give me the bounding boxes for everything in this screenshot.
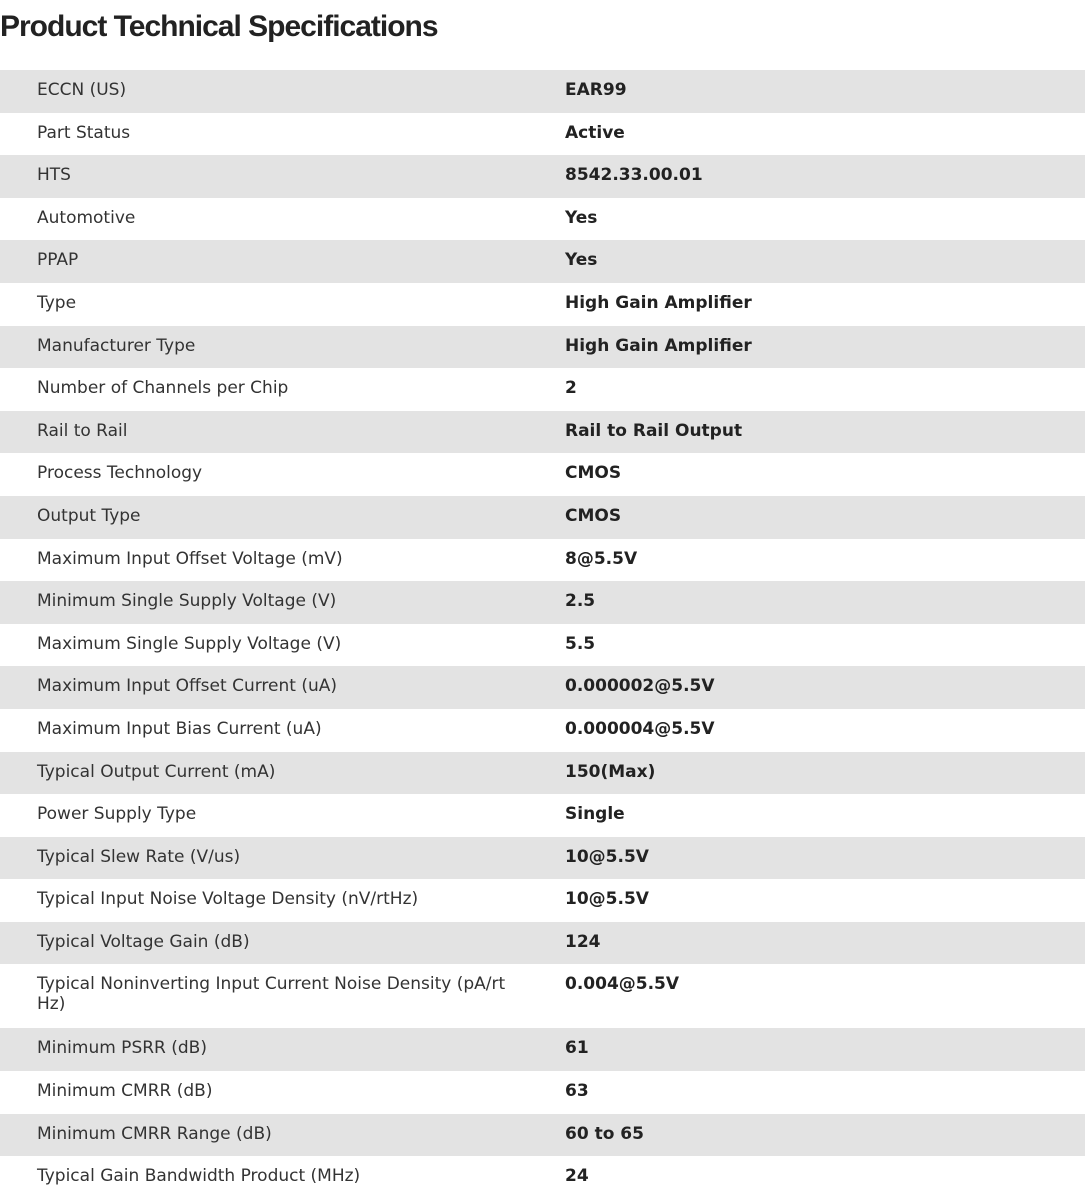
spec-value: 2	[529, 368, 1085, 411]
table-row	[0, 368, 1085, 411]
spec-value: CMOS	[529, 496, 1085, 539]
page-title: Product Technical Specifications	[0, 10, 438, 43]
table-row	[0, 1156, 1085, 1199]
table-row	[0, 70, 1085, 113]
spec-value: 5.5	[529, 624, 1085, 667]
spec-table	[0, 70, 1085, 1199]
spec-value: 60 to 65	[529, 1114, 1085, 1157]
table-row	[0, 837, 1085, 880]
spec-value: 2.5	[529, 581, 1085, 624]
table-row	[0, 1028, 1085, 1071]
spec-label: Maximum Input Bias Current (uA)	[0, 709, 529, 752]
spec-value: Single	[529, 794, 1085, 837]
spec-label: Output Type	[0, 496, 529, 539]
spec-label: Minimum Single Supply Voltage (V)	[0, 581, 529, 624]
table-row	[0, 539, 1085, 582]
spec-label: Minimum CMRR (dB)	[0, 1071, 529, 1114]
spec-value: 0.000002@5.5V	[529, 666, 1085, 709]
spec-label: Process Technology	[0, 453, 529, 496]
spec-value: High Gain Amplifier	[529, 283, 1085, 326]
table-row	[0, 113, 1085, 156]
spec-value: 150(Max)	[529, 752, 1085, 795]
spec-value: Active	[529, 113, 1085, 156]
spec-value: 8542.33.00.01	[529, 155, 1085, 198]
table-row	[0, 922, 1085, 965]
spec-value: 61	[529, 1028, 1085, 1071]
spec-label: Minimum CMRR Range (dB)	[0, 1114, 529, 1157]
spec-value: Rail to Rail Output	[529, 411, 1085, 454]
spec-label: Typical Input Noise Voltage Density (nV/rtHz)	[0, 879, 529, 922]
spec-value: Yes	[529, 198, 1085, 241]
spec-label: Manufacturer Type	[0, 326, 529, 369]
spec-value: 63	[529, 1071, 1085, 1114]
spec-label: Type	[0, 283, 529, 326]
table-row	[0, 794, 1085, 837]
table-row	[0, 240, 1085, 283]
spec-label: Power Supply Type	[0, 794, 529, 837]
spec-value: 10@5.5V	[529, 837, 1085, 880]
spec-label: Rail to Rail	[0, 411, 529, 454]
table-row	[0, 624, 1085, 667]
spec-label: Typical Gain Bandwidth Product (MHz)	[0, 1156, 529, 1199]
spec-value: High Gain Amplifier	[529, 326, 1085, 369]
spec-label: Part Status	[0, 113, 529, 156]
spec-label: Typical Slew Rate (V/us)	[0, 837, 529, 880]
spec-label: Typical Output Current (mA)	[0, 752, 529, 795]
spec-label: Number of Channels per Chip	[0, 368, 529, 411]
table-row	[0, 752, 1085, 795]
spec-label: Typical Noninverting Input Current Noise Density (pA/rtHz)	[0, 964, 529, 1028]
table-row	[0, 581, 1085, 624]
table-row	[0, 709, 1085, 752]
table-row	[0, 496, 1085, 539]
spec-label: HTS	[0, 155, 529, 198]
spec-value: EAR99	[529, 70, 1085, 113]
spec-label: ECCN (US)	[0, 70, 529, 113]
spec-value: 124	[529, 922, 1085, 965]
table-row	[0, 1114, 1085, 1157]
spec-label: Automotive	[0, 198, 529, 241]
spec-label: PPAP	[0, 240, 529, 283]
spec-value: Yes	[529, 240, 1085, 283]
spec-label: Maximum Input Offset Current (uA)	[0, 666, 529, 709]
table-row	[0, 326, 1085, 369]
spec-label: Minimum PSRR (dB)	[0, 1028, 529, 1071]
table-row	[0, 964, 1085, 1028]
spec-label: Maximum Single Supply Voltage (V)	[0, 624, 529, 667]
spec-value: 8@5.5V	[529, 539, 1085, 582]
table-row	[0, 411, 1085, 454]
table-row	[0, 283, 1085, 326]
table-row	[0, 1071, 1085, 1114]
spec-value: 24	[529, 1156, 1085, 1199]
spec-value: 0.004@5.5V	[529, 964, 1085, 1028]
spec-value: 10@5.5V	[529, 879, 1085, 922]
table-row	[0, 666, 1085, 709]
table-row	[0, 155, 1085, 198]
spec-label: Maximum Input Offset Voltage (mV)	[0, 539, 529, 582]
spec-label: Typical Voltage Gain (dB)	[0, 922, 529, 965]
spec-value: CMOS	[529, 453, 1085, 496]
table-row	[0, 453, 1085, 496]
table-row	[0, 198, 1085, 241]
spec-value: 0.000004@5.5V	[529, 709, 1085, 752]
table-row	[0, 879, 1085, 922]
